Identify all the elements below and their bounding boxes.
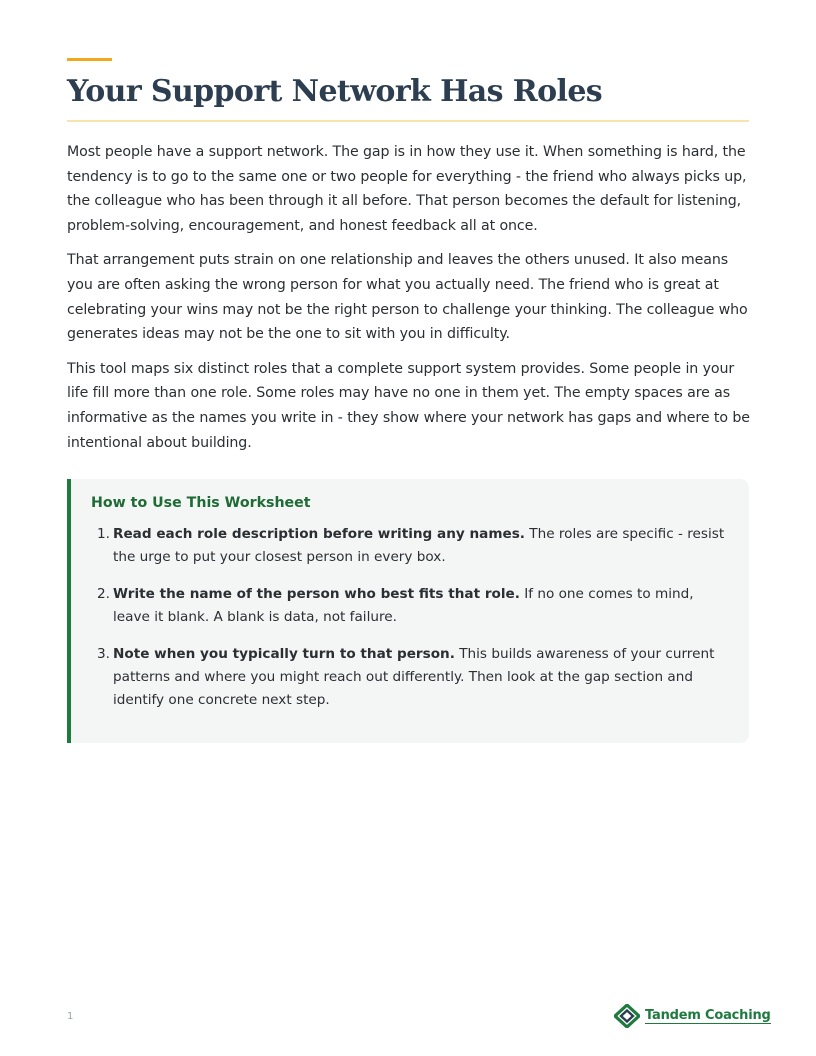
step-text: This builds awareness of your current patterns and where you might reach out differently. Then look at the gap section and identify one concrete next step. bbox=[113, 646, 715, 708]
instruction-step bbox=[97, 583, 733, 629]
title-divider bbox=[67, 120, 749, 122]
intro-text bbox=[67, 140, 755, 465]
how-to-use-title: How to Use This Worksheet bbox=[91, 495, 311, 511]
intro-paragraph: Most people have a support network. The gap is in how they use it. When something is hard, the tendency is to go to the same one or two people for everything - the friend who always picks up, the colleague who has been through it all before. That person becomes the default for listening, problem-solving, encouragement, and honest feedback all at once. bbox=[67, 144, 747, 234]
step-number: 1. bbox=[97, 526, 110, 542]
intro-paragraph: This tool maps six distinct roles that a complete support system provides. Some people in your life fill more than one role. Some roles may have no one in them yet. The empty spaces are as informative as the names you write in - they show where your network has gaps and where to be intentional about building. bbox=[67, 360, 750, 451]
page-number: 1 bbox=[67, 1011, 74, 1022]
step-text: If no one comes to mind, leave it blank. A blank is data, not failure. bbox=[113, 586, 694, 625]
diamond-logo-icon bbox=[614, 1004, 640, 1028]
step-text: The roles are specific - resist the urge to put your closest person in every box. bbox=[113, 526, 725, 565]
step-heading: Note when you typically turn to that person. bbox=[113, 646, 455, 662]
brand-name: Tandem Coaching bbox=[645, 1008, 771, 1023]
step-heading: Write the name of the person who best fits that role. bbox=[113, 586, 520, 602]
brand-logo bbox=[614, 1004, 771, 1028]
intro-paragraph: That arrangement puts strain on one relationship and leaves the others unused. It also means you are often asking the wrong person for what you actually need. The friend who is great at celebrating your wins may not be the right person to challenge your thinking. The colleague who generates ideas may not be the one to sit with you in difficulty. bbox=[67, 252, 748, 343]
instruction-steps bbox=[97, 523, 733, 726]
step-number: 3. bbox=[97, 646, 110, 662]
instruction-step bbox=[97, 643, 733, 712]
title-accent-bar bbox=[67, 58, 112, 61]
step-number: 2. bbox=[97, 586, 110, 602]
instruction-step bbox=[97, 523, 733, 569]
step-heading: Read each role description before writing any names. bbox=[113, 526, 525, 542]
page-title: Your Support Network Has Roles bbox=[67, 74, 603, 109]
how-to-use-panel bbox=[67, 479, 749, 743]
